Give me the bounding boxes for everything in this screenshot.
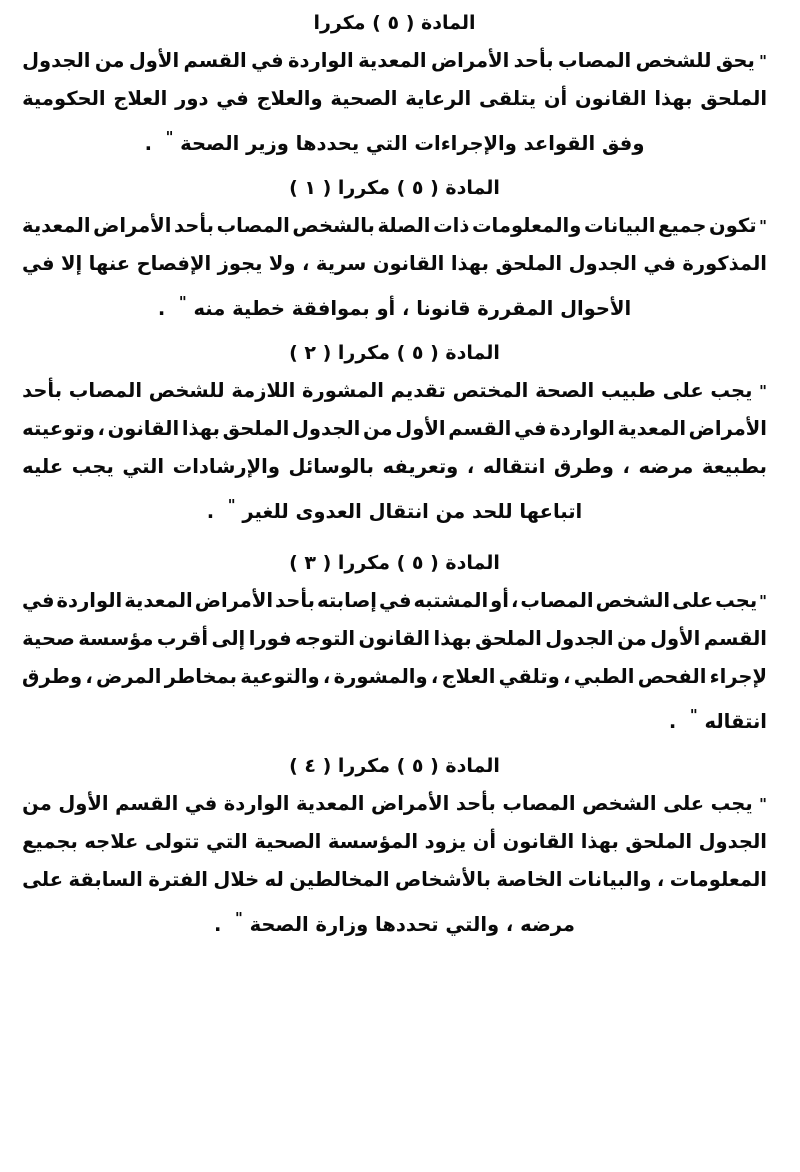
article-block bbox=[22, 169, 767, 328]
line-word: وتوعيته bbox=[22, 417, 95, 440]
line-word: لإجراء bbox=[709, 665, 767, 688]
article-block bbox=[22, 747, 767, 944]
article-line bbox=[22, 486, 767, 531]
line-word: من bbox=[363, 417, 393, 440]
line-word: ، bbox=[622, 455, 630, 478]
line-word: في bbox=[22, 589, 55, 612]
line-word: يحق bbox=[715, 49, 755, 72]
article-line bbox=[22, 118, 767, 163]
line-word: التوجه bbox=[295, 627, 356, 650]
line-word: الجدول bbox=[568, 252, 637, 275]
opening-quote-mark: " bbox=[759, 382, 767, 400]
article-line bbox=[22, 899, 767, 944]
line-word: إلى bbox=[211, 627, 246, 650]
line-word: إلا bbox=[60, 252, 83, 275]
line-word: يجب bbox=[710, 792, 753, 815]
article-body bbox=[22, 207, 767, 328]
line-word: من bbox=[22, 792, 52, 815]
article-block bbox=[22, 4, 767, 163]
line-word: القسم bbox=[448, 417, 512, 440]
line-word: الرعاية bbox=[405, 87, 472, 110]
line-word: والمشورة bbox=[333, 665, 428, 688]
line-word: بأحد bbox=[174, 214, 214, 237]
line-word: ، bbox=[466, 455, 475, 478]
line-word: دور bbox=[175, 87, 209, 110]
line-word: المعدية bbox=[295, 792, 365, 815]
line-word: بأحد bbox=[22, 379, 63, 402]
line-word: وتعريفه bbox=[382, 455, 459, 478]
article-block bbox=[22, 334, 767, 531]
opening-quote-mark: " bbox=[759, 795, 767, 813]
line-word: علاجه bbox=[84, 830, 139, 853]
line-word: القانون bbox=[372, 252, 445, 275]
line-word: أن bbox=[472, 830, 497, 853]
article-heading: المادة ( ٥ ) مكررا ( ١ ) bbox=[289, 177, 500, 199]
line-word: للشخص bbox=[148, 379, 225, 402]
line-text: انتقاله bbox=[697, 710, 767, 733]
line-word: الصحية bbox=[330, 87, 398, 110]
line-word: ولا bbox=[268, 252, 296, 275]
line-word: بأحد bbox=[513, 49, 554, 72]
line-word: اللازمة bbox=[231, 379, 296, 402]
line-word: ، bbox=[656, 868, 665, 891]
line-word: الواردة bbox=[549, 417, 615, 440]
line-word: الأول bbox=[395, 417, 446, 440]
line-word: المعدية bbox=[22, 214, 91, 237]
line-word: طبيب bbox=[600, 379, 656, 402]
line-word: ، bbox=[563, 665, 571, 688]
line-word: يزود bbox=[424, 830, 467, 853]
line-word: بالشخص bbox=[292, 214, 375, 237]
article-line bbox=[22, 785, 767, 823]
line-word: مرضه bbox=[638, 455, 694, 478]
sentence-terminator: . bbox=[668, 710, 690, 733]
line-word: المشورة bbox=[302, 379, 384, 402]
article-block bbox=[22, 544, 767, 741]
line-word: ذات bbox=[433, 214, 470, 237]
line-word: المصاب bbox=[216, 214, 290, 237]
line-word: ، bbox=[97, 417, 105, 440]
line-word: الجدول bbox=[545, 627, 614, 650]
line-word: الملحق bbox=[700, 87, 767, 110]
line-word: تتولى bbox=[144, 830, 200, 853]
line-word: من bbox=[617, 627, 647, 650]
line-word: بهذا bbox=[654, 87, 693, 110]
line-word: في bbox=[22, 252, 55, 275]
line-word: من bbox=[94, 49, 125, 72]
line-word: الصحة bbox=[535, 379, 595, 402]
article-line bbox=[22, 582, 767, 620]
line-word: بهذا bbox=[181, 417, 220, 440]
line-word: في bbox=[514, 417, 547, 440]
sentence-terminator: . bbox=[206, 500, 228, 523]
article-line bbox=[22, 245, 767, 283]
document-body bbox=[22, 0, 767, 944]
article-line bbox=[22, 696, 767, 741]
line-word: المختص bbox=[452, 379, 529, 402]
opening-quote-mark: " bbox=[759, 592, 767, 610]
line-word: بأحد bbox=[275, 589, 316, 612]
line-word: عنها bbox=[88, 252, 131, 275]
line-word: العلاج bbox=[113, 87, 168, 110]
line-word: القسم bbox=[703, 627, 767, 650]
line-word: المعلومات bbox=[669, 868, 767, 891]
article-line bbox=[22, 372, 767, 410]
article-spacer bbox=[22, 531, 767, 544]
line-word: ، bbox=[430, 665, 439, 688]
line-word: الطبي bbox=[573, 665, 635, 688]
line-word: سرية bbox=[315, 252, 367, 275]
line-word: الخاصة bbox=[496, 868, 563, 891]
article-line bbox=[22, 410, 767, 448]
line-word: في bbox=[643, 252, 676, 275]
line-word: الإفصاح bbox=[136, 252, 212, 275]
line-word: ، bbox=[510, 589, 519, 612]
line-word: القانون bbox=[574, 87, 647, 110]
line-word: على bbox=[672, 589, 714, 612]
line-word: والتوعية bbox=[240, 665, 320, 688]
closing-quote-mark: " bbox=[165, 128, 174, 146]
line-word: الملحق bbox=[222, 417, 290, 440]
line-word: الفحص bbox=[637, 665, 707, 688]
closing-quote-mark: " bbox=[178, 293, 187, 311]
line-word: بطبيعة bbox=[701, 455, 767, 478]
line-word: القسم bbox=[115, 792, 179, 815]
line-word: المرض bbox=[96, 665, 162, 688]
line-word: والإرشادات bbox=[172, 455, 280, 478]
line-word: القانون bbox=[502, 830, 575, 853]
line-word: تقديم bbox=[390, 379, 446, 402]
line-word: جميع bbox=[658, 214, 707, 237]
line-word: مؤسسة bbox=[78, 627, 154, 650]
opening-quote-mark: " bbox=[759, 217, 767, 235]
line-word: فورا bbox=[248, 627, 292, 650]
line-word: أن bbox=[543, 87, 568, 110]
line-word: وتلقي bbox=[498, 665, 560, 688]
line-word: ، bbox=[322, 665, 331, 688]
line-word: الأمراض bbox=[688, 417, 767, 440]
line-word: الشخص bbox=[582, 792, 657, 815]
line-word: الصلة bbox=[377, 214, 431, 237]
line-text: وفق القواعد والإجراءات التي يحددها وزير الصحة bbox=[173, 132, 645, 155]
article-line bbox=[22, 658, 767, 696]
line-word: الأمراض bbox=[194, 589, 274, 612]
closing-quote-mark: " bbox=[689, 706, 698, 724]
line-word: الجدول bbox=[698, 830, 767, 853]
line-word: يجب bbox=[710, 379, 753, 402]
line-text: الأحوال المقررة قانونا ، أو بموافقة خطية منه bbox=[186, 297, 632, 320]
line-word: الحكومية bbox=[22, 87, 106, 110]
article-body bbox=[22, 42, 767, 163]
article-line bbox=[22, 283, 767, 328]
line-word: يتلقى bbox=[479, 87, 537, 110]
line-word: السابقة bbox=[68, 868, 143, 891]
line-word: يجوز bbox=[217, 252, 263, 275]
line-word: بمخاطر bbox=[164, 665, 237, 688]
line-word: الجدول bbox=[291, 417, 361, 440]
article-heading: المادة ( ٥ ) مكررا ( ٢ ) bbox=[289, 342, 500, 364]
line-word: انتقاله bbox=[482, 455, 546, 478]
line-word: الواردة bbox=[288, 49, 354, 72]
line-word: والعلاج bbox=[256, 87, 323, 110]
line-word: خلال bbox=[213, 868, 260, 891]
line-word: صحية bbox=[22, 627, 75, 650]
line-text: مرضه ، والتي تحددها وزارة الصحة bbox=[242, 913, 575, 936]
line-word: في bbox=[251, 49, 284, 72]
line-word: بهذا bbox=[580, 830, 619, 853]
article-body bbox=[22, 372, 767, 531]
article-line bbox=[22, 207, 767, 245]
line-word: على bbox=[22, 868, 64, 891]
article-line bbox=[22, 448, 767, 486]
line-word: الأمراض bbox=[93, 214, 172, 237]
line-word: بالأشخاص bbox=[394, 868, 491, 891]
article-line bbox=[22, 823, 767, 861]
article-heading: المادة ( ٥ ) مكررا ( ٤ ) bbox=[289, 755, 500, 777]
line-word: في bbox=[184, 792, 218, 815]
line-word: العلاج bbox=[441, 665, 496, 688]
closing-quote-mark: " bbox=[227, 496, 236, 514]
line-word: الصحية bbox=[254, 830, 322, 853]
line-word: الملحق bbox=[625, 830, 693, 853]
line-word: الأول bbox=[58, 792, 109, 815]
line-word: المعدية bbox=[124, 589, 193, 612]
line-word: أو bbox=[490, 589, 509, 612]
line-word: على bbox=[663, 792, 705, 815]
line-word: الواردة bbox=[56, 589, 123, 612]
line-word: ، bbox=[302, 252, 310, 275]
line-word: الأمراض bbox=[430, 49, 510, 72]
line-word: المذكورة bbox=[682, 252, 767, 275]
line-word: على bbox=[662, 379, 704, 402]
line-word: المعدية bbox=[617, 417, 687, 440]
line-word: القانون bbox=[107, 417, 180, 440]
line-word: القانون bbox=[358, 627, 431, 650]
article-line bbox=[22, 620, 767, 658]
line-word: البيانات bbox=[583, 214, 656, 237]
sentence-terminator: . bbox=[144, 132, 166, 155]
line-word: للشخص bbox=[635, 49, 712, 72]
line-word: ، bbox=[85, 665, 93, 688]
line-word: عليه bbox=[22, 455, 64, 478]
line-word: المصاب bbox=[520, 589, 594, 612]
line-word: وطرق bbox=[22, 665, 83, 688]
sentence-terminator: . bbox=[157, 297, 179, 320]
line-word: الملحق bbox=[475, 627, 542, 650]
line-word: بالوسائل bbox=[288, 455, 374, 478]
opening-quote-mark: " bbox=[759, 52, 767, 70]
article-heading: المادة ( ٥ ) مكررا bbox=[313, 12, 476, 34]
line-word: الشخص bbox=[595, 589, 671, 612]
line-word: الأمراض bbox=[371, 792, 450, 815]
line-word: الواردة bbox=[223, 792, 290, 815]
line-word: وطرق bbox=[553, 455, 614, 478]
line-word: يجب bbox=[715, 589, 758, 612]
line-word: بجميع bbox=[22, 830, 78, 853]
article-body bbox=[22, 785, 767, 944]
line-word: أقرب bbox=[156, 627, 209, 650]
line-text: اتباعها للحد من انتقال العدوى للغير bbox=[235, 500, 583, 523]
closing-quote-mark: " bbox=[234, 909, 243, 927]
line-word: الفترة bbox=[148, 868, 208, 891]
line-word: والمعلومات bbox=[471, 214, 582, 237]
article-body bbox=[22, 582, 767, 741]
line-word: المصاب bbox=[502, 792, 576, 815]
article-heading: المادة ( ٥ ) مكررا ( ٣ ) bbox=[289, 552, 500, 574]
line-word: له bbox=[264, 868, 284, 891]
line-word: إصابته bbox=[317, 589, 377, 612]
line-word: الأول bbox=[650, 627, 701, 650]
line-word: القسم bbox=[183, 49, 247, 72]
line-word: المؤسسة bbox=[327, 830, 419, 853]
line-word: في bbox=[216, 87, 249, 110]
line-word: المصاب bbox=[68, 379, 143, 402]
line-word: المشتبه bbox=[413, 589, 489, 612]
sentence-terminator: . bbox=[213, 913, 235, 936]
line-word: الملحق bbox=[495, 252, 563, 275]
line-word: تكون bbox=[709, 214, 757, 237]
line-word: التي bbox=[206, 830, 248, 853]
line-word: بهذا bbox=[433, 627, 472, 650]
line-word: التي bbox=[122, 455, 165, 478]
line-word: بهذا bbox=[450, 252, 489, 275]
line-word: والبيانات bbox=[567, 868, 652, 891]
line-word: في bbox=[378, 589, 412, 612]
line-word: بأحد bbox=[455, 792, 496, 815]
line-word: المصاب bbox=[558, 49, 632, 72]
line-word: يجب bbox=[71, 455, 114, 478]
line-word: المعدية bbox=[358, 49, 427, 72]
line-word: الجدول bbox=[22, 49, 91, 72]
article-line bbox=[22, 42, 767, 80]
article-line bbox=[22, 80, 767, 118]
line-word: المخالطين bbox=[289, 868, 390, 891]
article-line bbox=[22, 861, 767, 899]
line-word: الأول bbox=[128, 49, 180, 72]
